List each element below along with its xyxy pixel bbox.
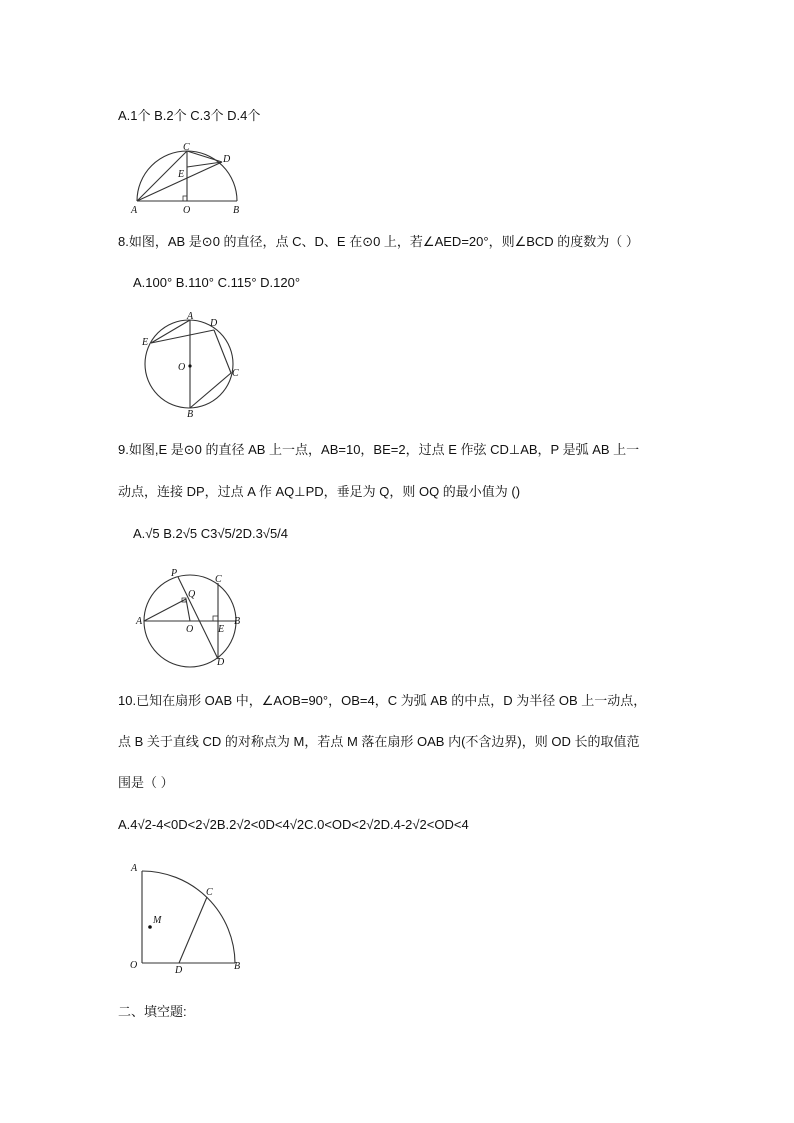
fig10-label-o: O: [130, 960, 138, 971]
figure-q7-semicircle: [128, 142, 250, 218]
fig7-label-e: E: [178, 169, 185, 180]
fig10-label-b: B: [234, 961, 241, 972]
figure-q9-circle: [134, 566, 246, 670]
right-angle-mark: [183, 196, 187, 201]
fig8-label-c: C: [232, 368, 239, 379]
segment-cd: [187, 151, 222, 162]
fig7-label-d: D: [223, 154, 231, 165]
fig8-label-b: B: [187, 409, 194, 420]
section-heading: 二、填空题:: [118, 1004, 187, 1019]
segment-oq: [186, 599, 190, 621]
fig9-label-a: A: [136, 616, 143, 627]
fig8-label-e: E: [142, 337, 149, 348]
fig7-label-a: A: [131, 205, 138, 216]
fig8-label-o: O: [178, 362, 186, 373]
figure-q8-circle: [134, 308, 244, 420]
q9-question-line1: 9.如图,E 是⊙0 的直径 AB 上一点，AB=10，BE=2，过点 E 作弦 CD⊥AB，P 是弧 AB 上一: [118, 442, 640, 457]
fig8-label-a: A: [187, 311, 194, 322]
fig9-label-e: E: [218, 624, 225, 635]
fig10-label-d: D: [175, 965, 183, 976]
q7-options: A.1个 B.2个 C.3个 D.4个: [118, 108, 261, 123]
q9-options: A.√5 B.2√5 C3√5/2D.3√5/4: [133, 526, 289, 541]
fig9-label-o: O: [186, 624, 194, 635]
center-point: [188, 364, 191, 367]
segment-aq: [144, 599, 186, 621]
q10-question-line3: 围是（ ）: [118, 775, 174, 790]
segment-ed: [151, 330, 214, 343]
segment-dc: [214, 330, 231, 373]
figure-q10-sector: [124, 856, 254, 976]
right-angle-mark-e: [213, 616, 218, 621]
fig7-label-c: C: [183, 142, 190, 153]
fig9-label-p: P: [171, 568, 178, 579]
fig7-label-b: B: [233, 205, 240, 216]
circle-o: [145, 320, 233, 408]
fig10-label-m: M: [153, 915, 162, 926]
q10-question-line2: 点 B 关于直线 CD 的对称点为 M，若点 M 落在扇形 OAB 内(不含边界)，则 OD 长的取值范: [118, 734, 640, 749]
q9-question-line2: 动点，连接 DP，过点 A 作 AQ⊥PD，垂足为 Q，则 OQ 的最小值为 (): [118, 484, 521, 499]
segment-pd: [178, 577, 218, 659]
fig9-label-c: C: [215, 574, 222, 585]
fig10-label-a: A: [131, 863, 138, 874]
fig9-label-q: Q: [188, 589, 196, 600]
q8-question: 8.如图，AB 是⊙0 的直径，点 C、D、E 在⊙0 上，若∠AED=20°，则∠BCD 的度数为（ ）: [118, 234, 639, 249]
segment-cd: [179, 897, 207, 963]
segment-ea: [151, 320, 190, 343]
q8-options: A.100° B.110° C.115° D.120°: [133, 275, 301, 290]
point-m: [148, 925, 152, 929]
fig9-label-d: D: [217, 657, 225, 668]
fig8-label-d: D: [210, 318, 218, 329]
q10-options: A.4√2-4<0D<2√2B.2√2<0D<4√2C.0<OD<2√2D.4-2√2<OD<4: [118, 817, 469, 832]
q10-question-line1: 10.已知在扇形 OAB 中，∠AOB=90°，OB=4，C 为弧 AB 的中点，D 为半径 OB 上一动点，: [118, 693, 647, 708]
fig10-label-c: C: [206, 887, 213, 898]
fig9-label-b: B: [234, 616, 241, 627]
fig7-label-o: O: [183, 205, 191, 216]
